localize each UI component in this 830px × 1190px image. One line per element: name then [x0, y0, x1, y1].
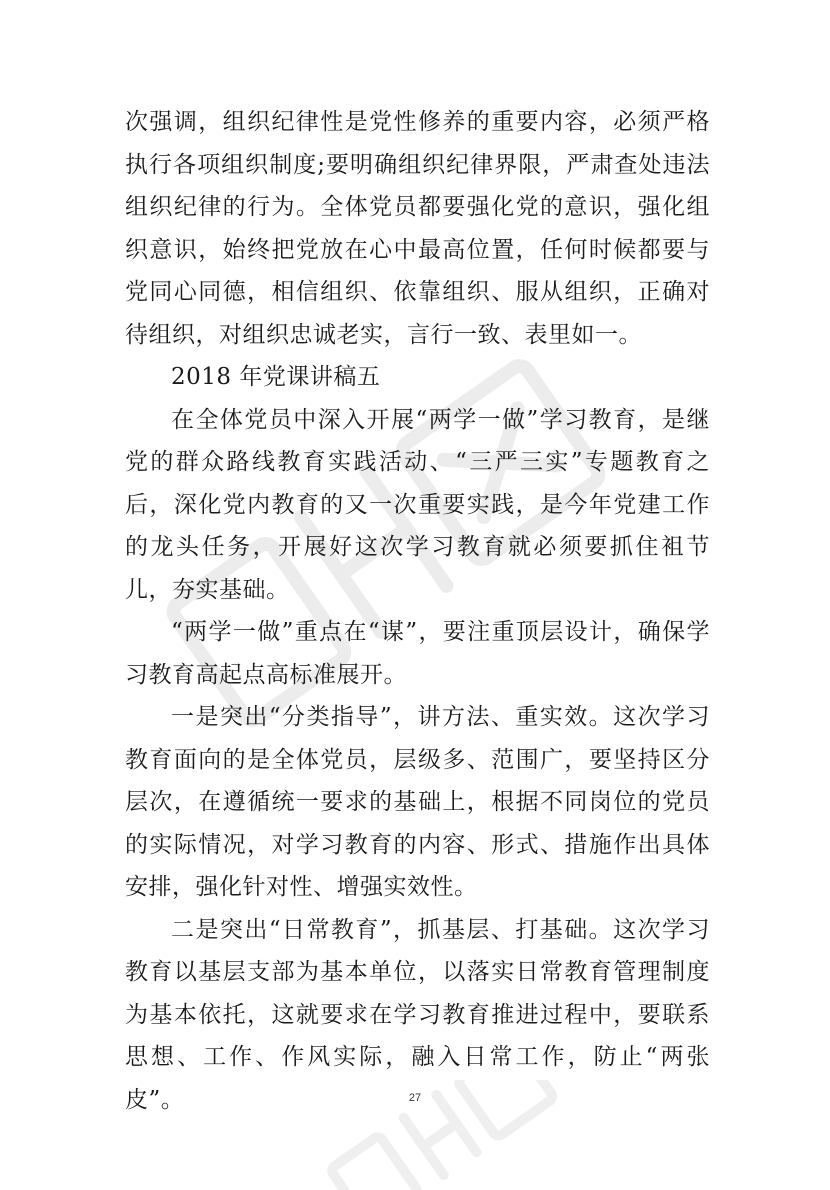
paragraph: 二是突出“日常教育”，抓基层、打基础。这次学习教育以基层支部为基本单位，以落实日常教育管理制度为基本依托，这就要求在学习教育推进过程中，要联系思想、工作、作风实际，融入日常工作，防止“两张皮”。: [125, 916, 710, 1113]
paragraph: “两学一做”重点在“谋”，要注重顶层设计，确保学习教育高起点高标准展开。: [125, 619, 710, 688]
page-number: 27: [408, 1092, 422, 1104]
paragraph: 一是突出“分类指导”，讲方法、重实效。这次学习教育面向的是全体党员，层级多、范围广，要坚持区分层次，在遵循统一要求的基础上，根据不同岗位的党员的实际情况，对学习教育的内容、形式、措施作出具体安排，强化针对性、增强实效性。: [125, 704, 710, 900]
section-heading: 2018 年党课讲稿五: [171, 364, 381, 390]
paragraph-continuation: 次强调，组织纪律性是党性修养的重要内容，必须严格执行各项组织制度;要明确组织纪律界限，严肃查处违法组织纪律的行为。全体党员都要强化党的意识，强化组织意识，始终把党放在心中最高位置，任何时候都要与党同心同德，相信组织、依靠组织、服从组织，正确对待组织，对组织忠诚老实，言行一致、表里如一。: [125, 109, 710, 348]
paragraph: 在全体党员中深入开展“两学一做”学习教育，是继党的群众路线教育实践活动、“三严三实”专题教育之后，深化党内教育的又一次重要实践，是今年党建工作的龙头任务，开展好这次学习教育就必须要抓住袓节儿，夯实基础。: [125, 406, 710, 603]
document-body: [125, 101, 710, 1121]
